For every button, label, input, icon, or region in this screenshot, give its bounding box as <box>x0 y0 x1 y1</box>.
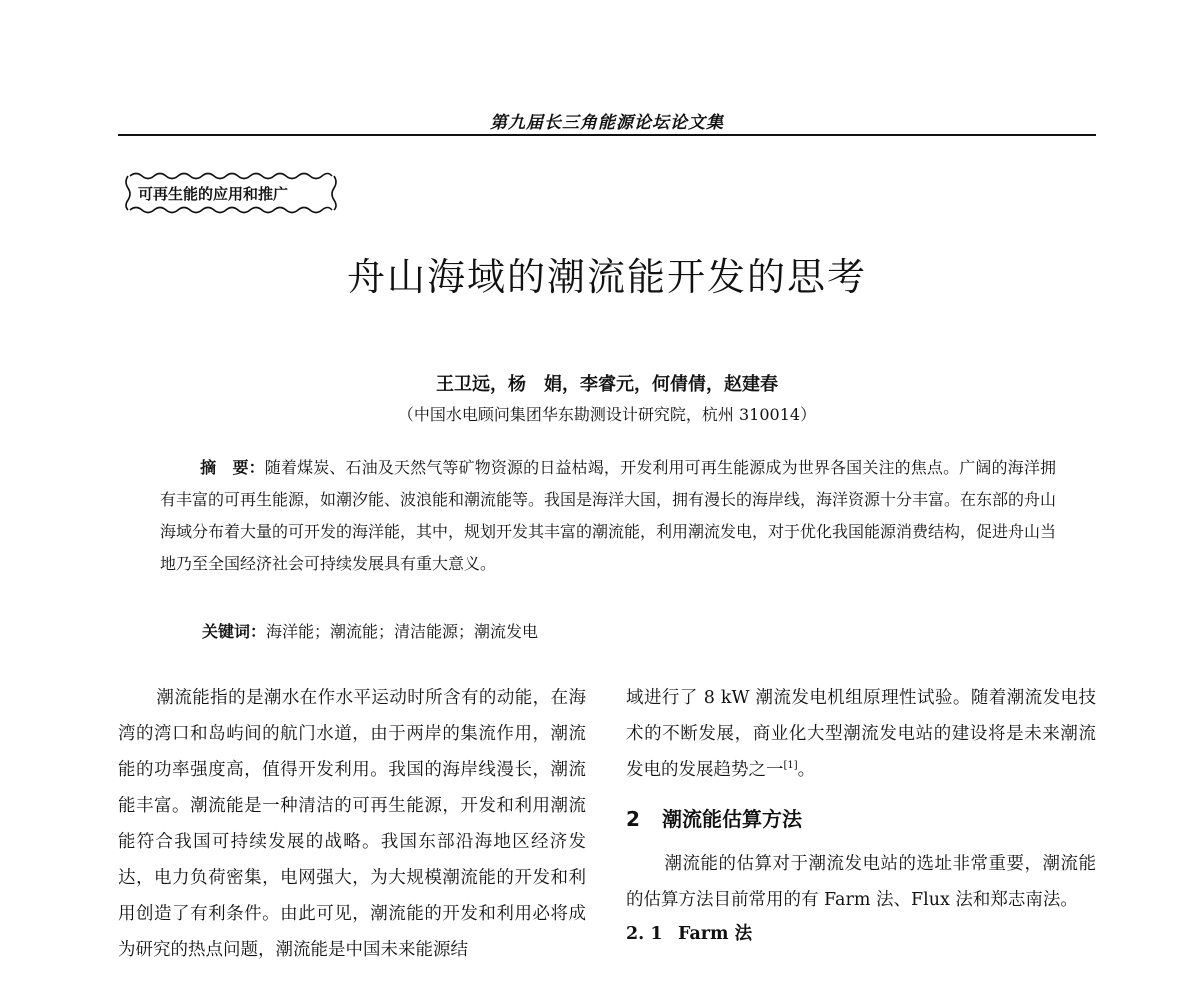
section-tag <box>122 168 340 218</box>
body-left-text: 潮流能指的是潮水在作水平运动时所含有的动能，在海湾的湾口和岛屿间的航门水道，由于两岸的集流作用，潮流能的功率强度高，值得开发利用。我国的海岸线漫长，潮流能丰富。潮流能是一种清洁的可再生能源，开发和利用潮流能符合我国可持续发展的战略。我国东部沿海地区经济发达，电力负荷密集，电网强大，为大规模潮流能的开发和利用创造了有利条件。由此可见，潮流能的开发和利用必将成为研究的热点问题，潮流能是中国未来能源结 <box>118 688 586 960</box>
keywords-text: 海洋能；潮流能；清洁能源；潮流发电 <box>266 622 539 641</box>
sentence-end: 。 <box>797 760 816 780</box>
keywords <box>202 618 1062 646</box>
header-rule <box>118 134 1096 136</box>
body-column-left <box>118 680 586 968</box>
abstract-label: 摘 要： <box>200 458 265 477</box>
paper-title: 舟山海域的潮流能开发的思考 <box>346 255 867 299</box>
section-2-number: 2 <box>626 807 640 831</box>
section-2-heading <box>626 802 1096 836</box>
running-header: 第九届长三角能源论坛论文集 <box>490 113 724 133</box>
section-2-1-title: Farm 法 <box>678 924 753 944</box>
keywords-label: 关键词： <box>202 622 267 641</box>
section-2-paragraph <box>626 846 1096 918</box>
body-paragraph-continued <box>626 680 1096 788</box>
abstract-text: 随着煤炭、石油及天然气等矿物资源的日益枯竭，开发利用可再生能源成为世界各国关注的焦点。广阔的海洋拥有丰富的可再生能源，如潮汐能、波浪能和潮流能等。我国是海洋大国，拥有漫长的海岸线，海洋资源十分丰富。在东部的舟山海域分布着大量的可开发的海洋能，其中，规划开发其丰富的潮流能，利用潮流发电，对于优化我国能源消费结构，促进舟山当地乃至全国经济社会可持续发展具有重大意义。 <box>160 458 1057 573</box>
section-2-1-heading <box>626 918 1096 950</box>
section-2-title: 潮流能估算方法 <box>662 807 802 831</box>
section-2-text: 潮流能的估算对于潮流发电站的选址非常重要，潮流能的估算方法目前常用的有 Farm 法、Flux 法和郑志南法。 <box>626 854 1096 910</box>
section-2-1-number: 2. 1 <box>626 924 663 944</box>
abstract <box>160 452 1056 580</box>
body-right-text: 域进行了 8 kW 潮流发电机组原理性试验。随着潮流发电技术的不断发展，商业化大型潮流发电站的建设将是未来潮流发电的发展趋势之一 <box>626 688 1096 780</box>
affiliation: （中国水电顾问集团华东勘测设计研究院，杭州 310014） <box>397 405 817 424</box>
body-paragraph <box>118 680 586 968</box>
authors: 王卫远，杨 娟，李睿元，何倩倩，赵建春 <box>436 374 778 395</box>
section-tag-label: 可再生能的应用和推广 <box>138 184 289 203</box>
body-column-right <box>626 680 1096 950</box>
citation-ref[interactable]: [1] <box>783 760 798 772</box>
